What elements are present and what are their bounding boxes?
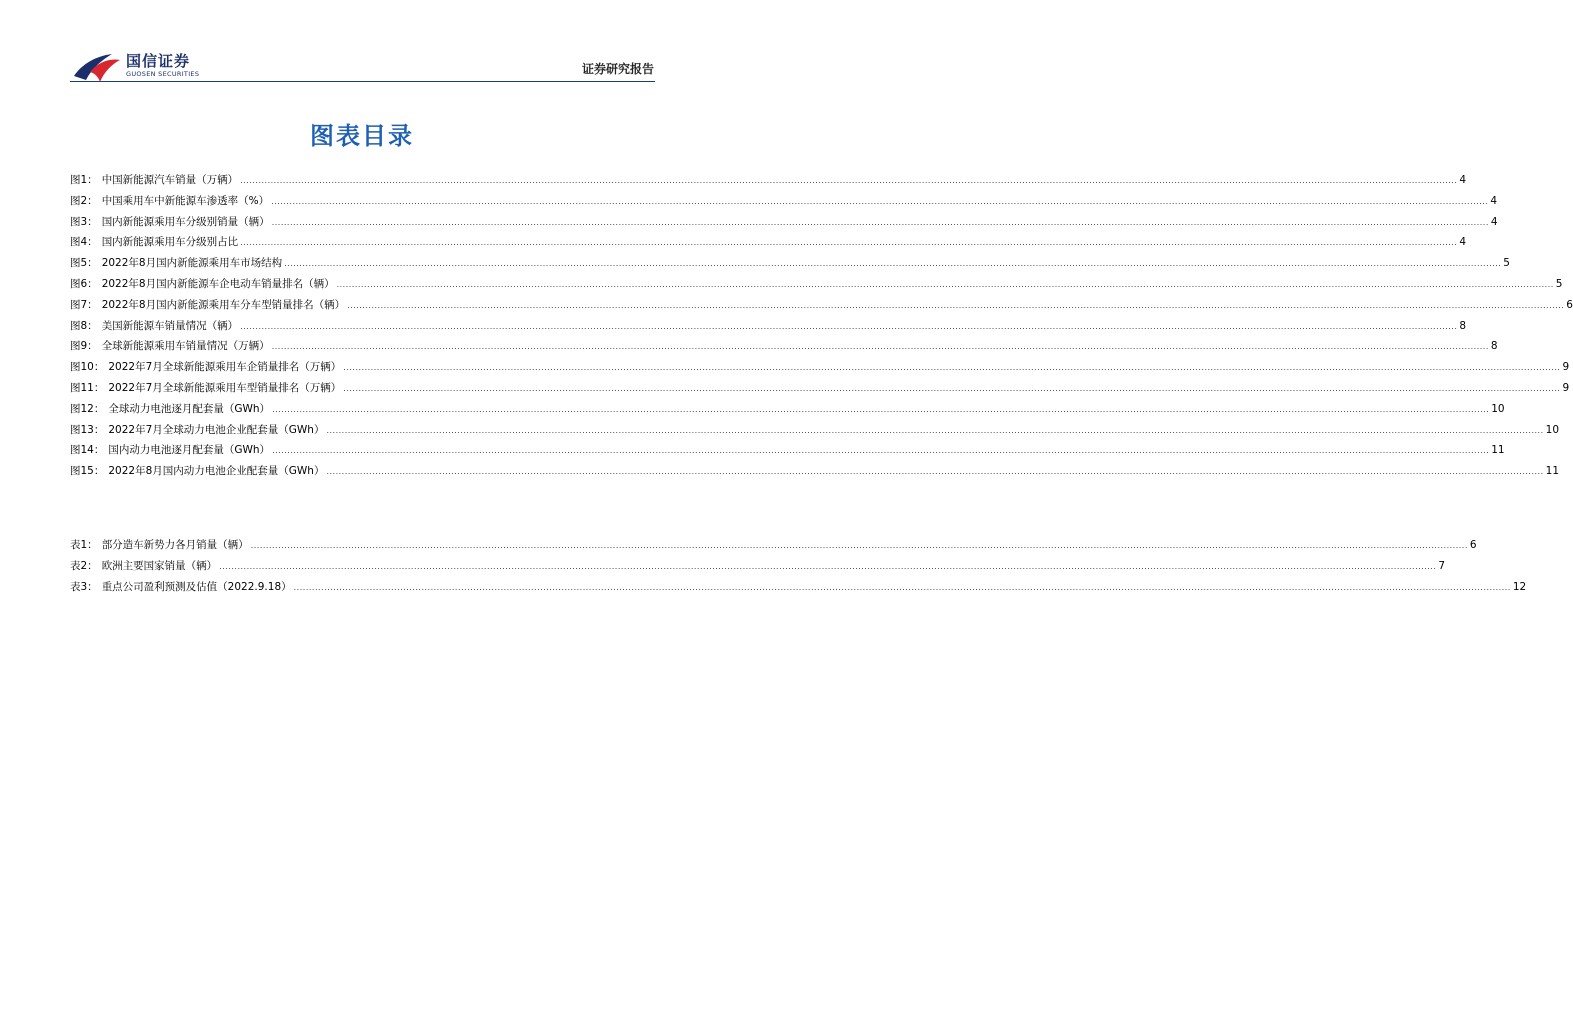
page-title: 图表目录 — [310, 122, 414, 150]
figure-label: 图9： — [70, 340, 98, 353]
figure-page-number[interactable]: 9 — [1562, 361, 1570, 374]
figure-entry[interactable] — [70, 274, 1563, 295]
table-page-number[interactable]: 7 — [1438, 559, 1446, 572]
figure-title[interactable]: 2022年8月国内新能源乘用车市场结构 — [101, 257, 283, 270]
figure-page-number[interactable]: 4 — [1459, 236, 1467, 249]
figure-page-number[interactable]: 10 — [1545, 423, 1560, 436]
figure-label: 图11： — [70, 381, 105, 394]
figure-title[interactable]: 2022年8月国内新能源车企电动车销量排名（辆） — [101, 277, 335, 290]
leader-dots: ................................................................................................................................................................................................................................................................................................................................................................................................................ — [326, 467, 1544, 477]
figure-label: 图14： — [70, 444, 105, 457]
figure-entry[interactable] — [70, 336, 1498, 357]
figure-entry[interactable] — [70, 170, 1467, 191]
figure-label: 图10： — [70, 361, 105, 374]
figure-entry[interactable] — [70, 399, 1505, 420]
figure-label: 图4： — [70, 236, 98, 249]
table-label: 表2： — [70, 559, 98, 572]
table-page-number[interactable]: 6 — [1469, 539, 1477, 551]
figure-page-number[interactable]: 11 — [1545, 465, 1560, 478]
figure-label: 图5： — [70, 257, 98, 270]
figure-entry[interactable] — [70, 253, 1510, 274]
figure-entry[interactable] — [70, 316, 1467, 337]
figure-entry[interactable] — [70, 357, 1570, 378]
figure-title[interactable]: 全球动力电池逐月配套量（GWh） — [108, 402, 271, 415]
figure-entry[interactable] — [70, 461, 1560, 482]
table-list — [70, 535, 1527, 597]
leader-dots: ................................................................................................................................................................................................................................................................................................................................................................................................................ — [271, 342, 1489, 352]
leader-dots: ................................................................................................................................................................................................................................................................................................................................................................................................................ — [272, 446, 1490, 456]
brand-name-cn: 国信证券 — [126, 52, 191, 70]
leader-dots: ................................................................................................................................................................................................................................................................................................................................................................................................................ — [293, 582, 1511, 592]
figure-entry[interactable] — [70, 212, 1498, 233]
figure-label: 图15： — [70, 465, 105, 478]
leader-dots: ................................................................................................................................................................................................................................................................................................................................................................................................................ — [240, 238, 1458, 248]
figure-label: 图7： — [70, 298, 98, 311]
leader-dots: ................................................................................................................................................................................................................................................................................................................................................................................................................ — [272, 404, 1490, 414]
figure-title[interactable]: 国内新能源乘用车分级别销量（辆） — [101, 215, 270, 228]
leader-dots: ................................................................................................................................................................................................................................................................................................................................................................................................................ — [219, 561, 1437, 571]
figure-page-number[interactable]: 9 — [1562, 381, 1570, 394]
figure-title[interactable]: 国内动力电池逐月配套量（GWh） — [108, 444, 271, 457]
table-page-number[interactable]: 12 — [1512, 580, 1527, 593]
figure-title[interactable]: 中国乘用车中新能源车渗透率（%） — [101, 194, 270, 207]
figure-page-number[interactable]: 4 — [1459, 174, 1467, 186]
figure-page-number[interactable]: 4 — [1490, 215, 1498, 228]
figure-title[interactable]: 中国新能源汽车销量（万辆） — [101, 174, 239, 186]
figure-label: 图12： — [70, 402, 105, 415]
figure-label: 图6： — [70, 277, 98, 290]
report-type-label: 证券研究报告 — [581, 62, 654, 76]
table-title[interactable]: 重点公司盈利预测及估值（2022.9.18） — [101, 580, 292, 593]
table-entry[interactable] — [70, 577, 1527, 598]
figure-title[interactable]: 2022年7月全球动力电池企业配套量（GWh） — [108, 423, 325, 436]
figure-title[interactable]: 2022年8月国内新能源乘用车分车型销量排名（辆） — [101, 298, 346, 311]
figure-entry[interactable] — [70, 295, 1573, 316]
table-title[interactable]: 欧洲主要国家销量（辆） — [101, 559, 218, 572]
figure-entry[interactable] — [70, 378, 1570, 399]
figure-entry[interactable] — [70, 440, 1505, 461]
leader-dots: ................................................................................................................................................................................................................................................................................................................................................................................................................ — [271, 196, 1489, 206]
leader-dots: ................................................................................................................................................................................................................................................................................................................................................................................................................ — [250, 541, 1468, 550]
figure-title[interactable]: 国内新能源乘用车分级别占比 — [101, 236, 239, 249]
figure-label: 图13： — [70, 423, 105, 436]
figure-label: 图3： — [70, 215, 98, 228]
figure-label: 图2： — [70, 194, 98, 207]
leader-dots: ................................................................................................................................................................................................................................................................................................................................................................................................................ — [271, 217, 1489, 227]
table-title[interactable]: 部分造车新势力各月销量（辆） — [101, 539, 249, 551]
guosen-logo-icon — [72, 50, 122, 84]
leader-dots: ................................................................................................................................................................................................................................................................................................................................................................................................................ — [326, 425, 1544, 435]
figure-page-number[interactable]: 6 — [1566, 298, 1573, 311]
figure-title[interactable]: 2022年8月国内动力电池企业配套量（GWh） — [108, 465, 325, 478]
figure-label: 图8： — [70, 319, 98, 332]
table-label: 表1： — [70, 539, 98, 551]
figure-list — [70, 170, 1573, 482]
header-divider — [70, 81, 655, 82]
table-entry[interactable] — [70, 556, 1446, 577]
figure-page-number[interactable]: 8 — [1459, 319, 1467, 332]
figure-title[interactable]: 全球新能源乘用车销量情况（万辆） — [101, 340, 270, 353]
figure-page-number[interactable]: 8 — [1490, 340, 1498, 353]
figure-title[interactable]: 2022年7月全球新能源乘用车型销量排名（万辆） — [108, 381, 342, 394]
figure-title[interactable]: 2022年7月全球新能源乘用车企销量排名（万辆） — [108, 361, 342, 374]
page-header — [0, 0, 724, 90]
figure-title[interactable]: 美国新能源车销量情况（辆） — [101, 319, 239, 332]
leader-dots: ................................................................................................................................................................................................................................................................................................................................................................................................................ — [343, 383, 1561, 393]
leader-dots: ................................................................................................................................................................................................................................................................................................................................................................................................................ — [347, 300, 1565, 310]
figure-page-number[interactable]: 5 — [1503, 257, 1510, 270]
figure-label: 图1： — [70, 174, 98, 186]
table-label: 表3： — [70, 580, 98, 593]
leader-dots: ................................................................................................................................................................................................................................................................................................................................................................................................................ — [240, 321, 1458, 331]
brand-block — [126, 52, 199, 79]
figure-page-number[interactable]: 10 — [1491, 402, 1505, 415]
figure-entry[interactable] — [70, 232, 1467, 253]
figure-entry[interactable] — [70, 420, 1560, 441]
table-entry[interactable] — [70, 535, 1477, 556]
figure-entry[interactable] — [70, 191, 1498, 212]
figure-page-number[interactable]: 11 — [1491, 444, 1505, 457]
brand-name-en: GUOSEN SECURITIES — [126, 70, 200, 78]
leader-dots: ................................................................................................................................................................................................................................................................................................................................................................................................................ — [284, 259, 1502, 269]
figure-page-number[interactable]: 5 — [1555, 277, 1563, 290]
leader-dots: ................................................................................................................................................................................................................................................................................................................................................................................................................ — [240, 176, 1458, 185]
leader-dots: ................................................................................................................................................................................................................................................................................................................................................................................................................ — [343, 363, 1561, 373]
figure-page-number[interactable]: 4 — [1490, 194, 1498, 207]
leader-dots: ................................................................................................................................................................................................................................................................................................................................................................................................................ — [336, 279, 1554, 289]
